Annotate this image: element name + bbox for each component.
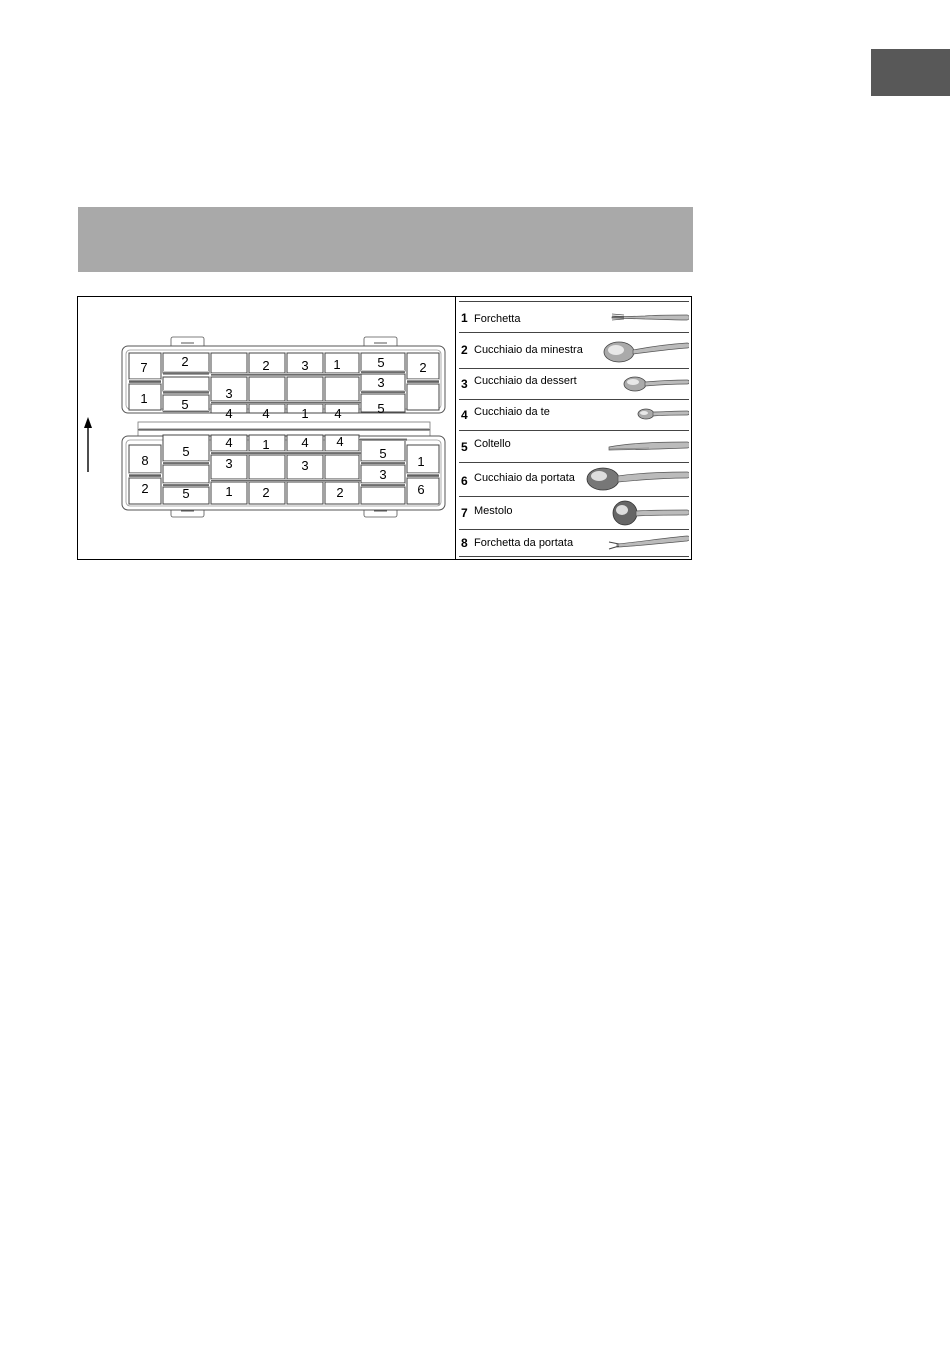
- serving-spoon-icon: [459, 463, 689, 496]
- legend-item: [459, 463, 689, 496]
- legend-item-number: 2: [461, 343, 468, 357]
- lower-slot-number: 1: [262, 437, 270, 452]
- serving-fork-icon: [459, 530, 689, 556]
- upper-slot-number: 2: [262, 358, 270, 373]
- dessert-spoon-icon: [459, 369, 689, 399]
- lower-slot-number: 3: [225, 456, 233, 471]
- fork-icon: [459, 302, 689, 332]
- legend-item-number: 8: [461, 536, 468, 550]
- upper-slot-number: 3: [301, 358, 309, 373]
- soup-spoon-icon: [459, 333, 689, 368]
- legend-item: [459, 369, 689, 399]
- legend-item-name: Cucchiaio da dessert: [474, 375, 577, 387]
- legend-item: [459, 431, 689, 462]
- lower-slot-number: 3: [379, 467, 387, 482]
- lower-slot-number: 1: [225, 484, 233, 499]
- upper-slot-number: 3: [225, 386, 233, 401]
- lower-slot-number: 2: [336, 485, 344, 500]
- legend-item: [459, 497, 689, 529]
- upper-left-slot-number: 7: [140, 360, 148, 375]
- upper-slot-number: 5: [181, 397, 189, 412]
- legend-item-number: 1: [461, 311, 468, 325]
- legend-item-name: Cucchiaio da minestra: [474, 344, 583, 356]
- lower-slot-number: 6: [417, 482, 425, 497]
- legend-item-number: 7: [461, 506, 468, 520]
- upper-left-slot-number: 1: [140, 391, 148, 406]
- legend-item-number: 5: [461, 440, 468, 454]
- lower-slot-number: 5: [182, 486, 190, 501]
- figure-divider: [455, 297, 456, 559]
- knife-icon: [459, 431, 689, 462]
- ladle-icon: [459, 497, 689, 529]
- legend-divider: [459, 556, 689, 557]
- lower-slot-number: 2: [141, 481, 149, 496]
- legend-item-number: 3: [461, 377, 468, 391]
- legend-item: [459, 302, 689, 332]
- legend-item-name: Cucchiaio da portata: [474, 472, 575, 484]
- legend-item-number: 6: [461, 474, 468, 488]
- legend-item-name: Mestolo: [474, 505, 513, 517]
- upper-slot-number: 3: [377, 375, 385, 390]
- legend-item: [459, 400, 689, 430]
- upper-slot-number: 2: [419, 360, 427, 375]
- lower-slot-number: 3: [301, 458, 309, 473]
- cutlery-legend: [459, 297, 689, 559]
- lower-slot-number: 5: [379, 446, 387, 461]
- lower-basket: [122, 434, 445, 510]
- legend-item-name: Cucchiaio da te: [474, 406, 550, 418]
- upper-slot-number: 5: [377, 401, 385, 416]
- lower-slot-number: 1: [417, 454, 425, 469]
- direction-arrow-icon: [84, 417, 92, 472]
- cutlery-basket-diagram: [78, 297, 455, 559]
- legend-item-name: Coltello: [474, 438, 511, 450]
- legend-item-name: Forchetta: [474, 313, 521, 325]
- teaspoon-icon: [459, 400, 689, 430]
- legend-item: [459, 530, 689, 556]
- legend-item-number: 4: [461, 408, 468, 422]
- upper-slot-number: 5: [377, 355, 385, 370]
- lower-slot-number: 4: [336, 434, 344, 449]
- lower-slot-number: 4: [301, 435, 309, 450]
- cutlery-basket-figure: [77, 296, 692, 560]
- lower-slot-number: 8: [141, 453, 149, 468]
- section-header-band: [78, 207, 693, 272]
- lower-slot-number: 4: [225, 435, 233, 450]
- upper-slot-number: 1: [333, 357, 341, 372]
- upper-slot-number: 2: [181, 354, 189, 369]
- upper-basket: [122, 346, 445, 421]
- legend-item-name: Forchetta da portata: [474, 537, 574, 549]
- upper-slot-number: 4: [225, 406, 233, 421]
- legend-item: [459, 333, 689, 368]
- lower-slot-number: 5: [182, 444, 190, 459]
- upper-slot-number: 4: [262, 406, 270, 421]
- lower-slot-number: 2: [262, 485, 270, 500]
- language-tab: [871, 49, 950, 96]
- upper-slot-number: 4: [334, 406, 342, 421]
- upper-slot-number: 1: [301, 406, 309, 421]
